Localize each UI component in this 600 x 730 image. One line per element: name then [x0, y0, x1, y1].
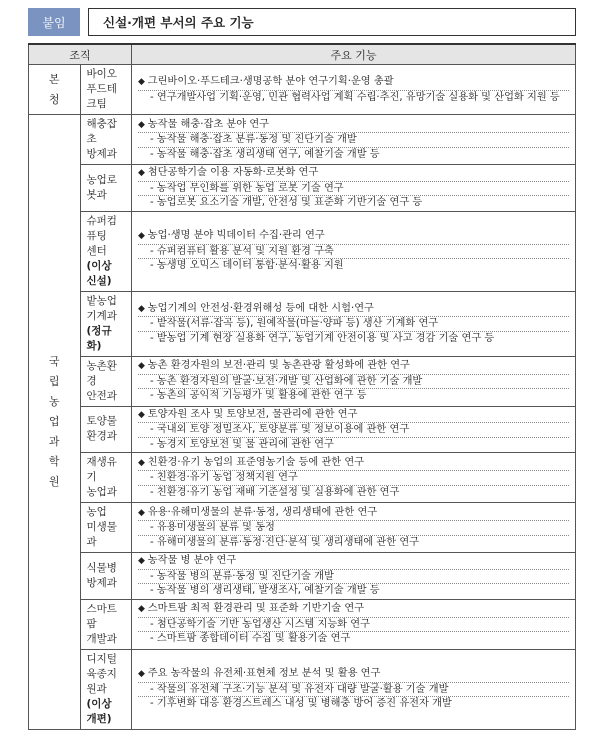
main-function: ◆ 유용·유해미생물의 분류·동정, 생리생태에 관한 연구	[138, 506, 569, 522]
sub-function: - 기후변화 대응 환경스트레스 내성 및 병해충 방어 증진 유전자 개발	[138, 697, 569, 711]
department-name: 슈퍼컴퓨팅 센터 (이상 신설)	[80, 211, 132, 291]
table-row	[29, 553, 576, 600]
attachment-badge: 붙임	[28, 8, 80, 36]
function-cell	[132, 649, 576, 729]
department-name: 디지털 육종지원과 (이상 개편)	[80, 649, 132, 729]
function-cell	[132, 453, 576, 503]
function-cell	[132, 291, 576, 356]
sub-function: - 농생명 오믹스 데이터 통합·분석·활용 지원	[138, 259, 569, 273]
department-note: (정규화)	[86, 324, 112, 352]
table-row	[29, 453, 576, 503]
function-table	[28, 43, 576, 730]
table-row	[29, 599, 576, 649]
table-body	[29, 65, 576, 730]
sub-function: - 밭작물(서류·잡곡 등), 원예작물(마늘·양파 등) 생산 기계화 연구	[138, 317, 569, 332]
department-name: 농업로봇과	[80, 165, 132, 212]
title-bar	[28, 8, 576, 36]
function-cell	[132, 553, 576, 600]
main-function: ◆ 친환경·유기 농업의 표준영농기술 등에 관한 연구	[138, 456, 569, 472]
table-row	[29, 649, 576, 729]
department-name: 바이오 푸드테크팀	[80, 65, 132, 115]
sub-function: - 농경지 토양보전 및 물 관리에 관한 연구	[138, 438, 569, 452]
function-cell	[132, 211, 576, 291]
department-name: 스마트팜 개발과	[80, 599, 132, 649]
table-row	[29, 211, 576, 291]
sub-function: - 유해미생물의 분류·동정·진단·분석 및 생리생태에 관한 연구	[138, 536, 569, 550]
main-function: ◆ 농업·생명 분야 빅데이터 수집·관리 연구	[138, 229, 569, 245]
department-name: 식물병 방제과	[80, 553, 132, 600]
sub-function: - 농촌의 공익적 기능평가 및 활용에 관한 연구 등	[138, 389, 569, 403]
main-function: ◆ 농업기계의 안전성·환경위해성 등에 대한 시험·연구	[138, 302, 569, 318]
table-row	[29, 291, 576, 356]
department-name: 해충잡초 방제과	[80, 115, 132, 165]
org-cell: 본 청	[29, 65, 81, 115]
main-function: ◆ 농작물 병 분야 연구	[138, 554, 569, 570]
table-row	[29, 356, 576, 406]
sub-function: - 친환경·유기 농업 정책지원 연구	[138, 471, 569, 486]
function-cell	[132, 65, 576, 115]
function-cell	[132, 599, 576, 649]
table-row	[29, 165, 576, 212]
sub-function: - 밭농업 기계 현장 실용화 연구, 농업기계 안전이용 및 사고 경감 기술 연구 등	[138, 332, 569, 346]
department-name: 토양물 환경과	[80, 406, 132, 453]
sub-function: - 친환경·유기 농업 재배 기준설정 및 실용화에 관한 연구	[138, 486, 569, 500]
function-cell	[132, 115, 576, 165]
table-row	[29, 115, 576, 165]
department-name: 밭농업 기계과 (정규화)	[80, 291, 132, 356]
sub-function: - 농촌 환경자원의 발굴·보전·개발 및 산업화에 관한 기술 개발	[138, 375, 569, 390]
table-row	[29, 503, 576, 553]
org-cell: 국 립 농 업 과 학 원	[29, 115, 81, 730]
main-function: ◆ 농촌 환경자원의 보전·관리 및 농촌관광 활성화에 관한 연구	[138, 359, 569, 375]
sub-function: - 첨단공학기술 기반 농업생산 시스템 지능화 연구	[138, 618, 569, 633]
table-row	[29, 65, 576, 115]
main-function: ◆ 주요 농작물의 유전체·표현체 정보 분석 및 활용 연구	[138, 667, 569, 683]
function-cell	[132, 165, 576, 212]
sub-function: - 농작물 병의 분류·동정 및 진단기술 개발	[138, 570, 569, 585]
sub-function: - 농작업 무인화를 위한 농업 로봇 기술 연구	[138, 182, 569, 197]
sub-function: - 농업로봇 요소기술 개발, 안전성 및 표준화 기반기술 연구 등	[138, 196, 569, 210]
department-name: 재생유기 농업과	[80, 453, 132, 503]
sub-function: - 작물의 유전체 구조·기능 분석 및 유전자 대량 발굴·활용 기술 개발	[138, 683, 569, 698]
table-row	[29, 406, 576, 453]
function-cell	[132, 406, 576, 453]
sub-function: - 스마트팜 종합데이터 수집 및 활용기술 연구	[138, 632, 569, 646]
department-note: (이상 개편)	[86, 697, 112, 725]
main-function: ◆ 그린바이오·푸드테크·생명공학 분야 연구기획·운영 총괄	[138, 75, 569, 91]
column-header-org: 조직	[29, 44, 132, 65]
sub-function: - 국내외 토양 정밀조사, 토양분류 및 정보이용에 관한 연구	[138, 423, 569, 438]
column-header-function: 주요 기능	[132, 44, 576, 65]
sub-function: - 농작물 해충·잡초 생리생태 연구, 예찰기술 개발 등	[138, 148, 569, 162]
document-title: 신설·개편 부서의 주요 기능	[88, 8, 576, 36]
department-name: 농촌환경 안전과	[80, 356, 132, 406]
function-cell	[132, 503, 576, 553]
main-function: ◆ 첨단공학기술 이용 자동화·로봇화 연구	[138, 166, 569, 182]
main-function: ◆ 토양자원 조사 및 토양보전, 물관리에 관한 연구	[138, 408, 569, 424]
sub-function: - 슈퍼컴퓨터 활용 분석 및 지원 환경 구축	[138, 245, 569, 260]
department-note: (이상 신설)	[86, 259, 112, 287]
main-function: ◆ 농작물 해충·잡초 분야 연구	[138, 118, 569, 134]
sub-function: - 유용미생물의 분류 및 동정	[138, 521, 569, 536]
main-function: ◆ 스마트팜 최적 환경관리 및 표준화 기반기술 연구	[138, 602, 569, 618]
function-cell	[132, 356, 576, 406]
department-name: 농업 미생물과	[80, 503, 132, 553]
sub-function: - 연구개발사업 기획·운영, 민관 협력사업 계획 수립·추진, 유망기술 실용화 및 산업화 지원 등	[138, 91, 569, 105]
sub-function: - 농작물 해충·잡초 분류·동정 및 진단기술 개발	[138, 133, 569, 148]
sub-function: - 농작물 병의 생리생태, 발생조사, 예찰기술 개발 등	[138, 584, 569, 598]
